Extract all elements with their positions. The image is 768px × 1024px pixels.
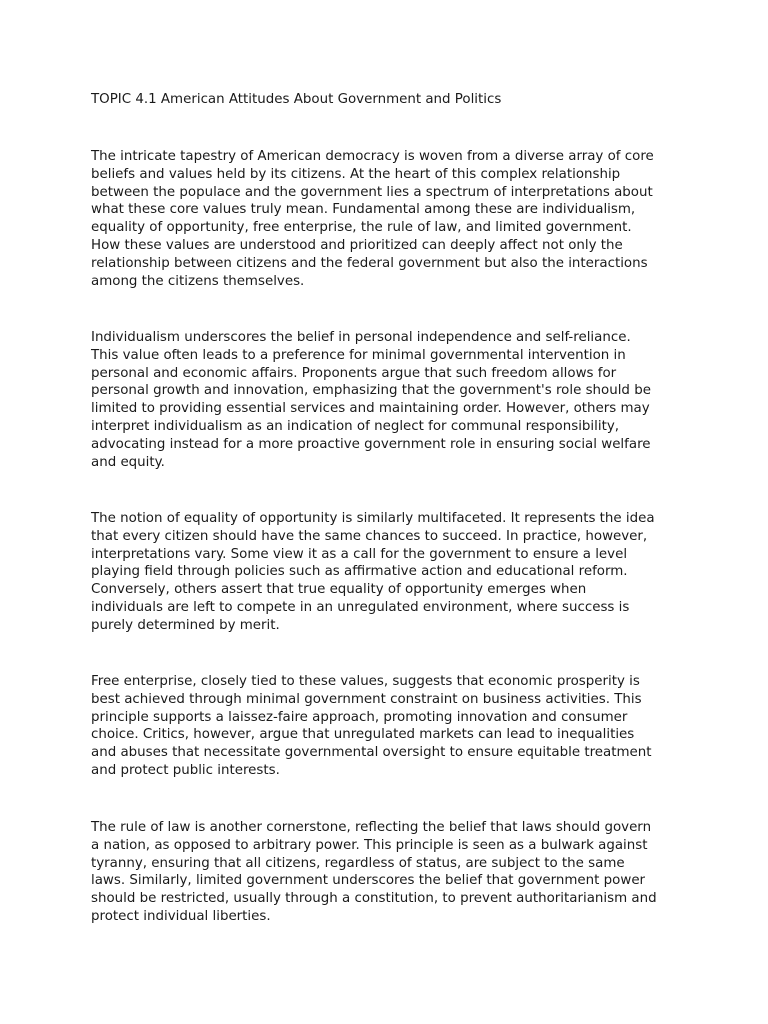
paragraph-line: interpretations vary. Some view it as a call for the government to ensure a level xyxy=(91,546,628,562)
paragraph-line: The rule of law is another cornerstone, reflecting the belief that laws should govern xyxy=(91,820,652,835)
paragraph-intro xyxy=(91,148,691,290)
paragraph-line: Individualism underscores the belief in personal independence and self-reliance. xyxy=(91,330,631,345)
paragraph-line: protect individual liberties. xyxy=(91,908,271,924)
paragraph-line: that every citizen should have the same chances to succeed. In practice, however, xyxy=(91,528,648,544)
paragraph-line: personal growth and innovation, emphasizing that the government's role should be xyxy=(91,383,651,399)
paragraph-line: personal and economic affairs. Proponents argue that such freedom allows for xyxy=(91,365,617,381)
paragraph-line: limited to providing essential services and maintaining order. However, others may xyxy=(91,401,650,417)
paragraph-line: individuals are left to compete in an unregulated environment, where success is xyxy=(91,599,630,615)
document-title xyxy=(91,91,691,109)
paragraph-line: laws. Similarly, limited government underscores the belief that government power xyxy=(91,873,646,889)
paragraph-line: Conversely, others assert that true equality of opportunity emerges when xyxy=(91,582,587,598)
paragraph-line: best achieved through minimal government constraint on business activities. This xyxy=(91,691,642,707)
paragraph-line: purely determined by merit. xyxy=(91,617,280,633)
paragraph-line: advocating instead for a more proactive government role in ensuring social welfare xyxy=(91,436,651,452)
paragraph-rule-of-law xyxy=(91,819,691,926)
paragraph-line: among the citizens themselves. xyxy=(91,273,305,289)
paragraph-line: playing field through policies such as affirmative action and educational reform. xyxy=(91,564,628,580)
paragraph-line: principle supports a laissez-faire approach, promoting innovation and consumer xyxy=(91,709,628,725)
paragraph-individualism xyxy=(91,329,691,471)
paragraph-line: choice. Critics, however, argue that unregulated markets can lead to inequalities xyxy=(91,727,635,743)
paragraph-line: This value often leads to a preference for minimal governmental intervention in xyxy=(91,347,626,363)
title-text: TOPIC 4.1 American Attitudes About Government and Politics xyxy=(91,92,502,107)
paragraph-line: How these values are understood and prioritized can deeply affect not only the xyxy=(91,237,623,253)
paragraph-line: and protect public interests. xyxy=(91,762,280,778)
paragraph-line: should be restricted, usually through a constitution, to prevent authoritarianism and xyxy=(91,891,657,907)
paragraph-equality-of-opportunity xyxy=(91,510,691,635)
paragraph-line: Free enterprise, closely tied to these values, suggests that economic prosperity is xyxy=(91,674,640,689)
paragraph-line: a nation, as opposed to arbitrary power. This principle is seen as a bulwark against xyxy=(91,837,648,853)
paragraph-free-enterprise xyxy=(91,673,691,780)
paragraph-line: beliefs and values held by its citizens. At the heart of this complex relationship xyxy=(91,166,621,182)
paragraph-line: The intricate tapestry of American democracy is woven from a diverse array of core xyxy=(91,149,654,164)
paragraph-line: and equity. xyxy=(91,454,165,470)
paragraph-line: interpret individualism as an indication of neglect for communal responsibility, xyxy=(91,418,620,434)
paragraph-line: between the populace and the government lies a spectrum of interpretations about xyxy=(91,184,653,200)
paragraph-line: what these core values truly mean. Fundamental among these are individualism, xyxy=(91,202,636,218)
paragraph-line: equality of opportunity, free enterprise, the rule of law, and limited government. xyxy=(91,220,632,236)
paragraph-line: relationship between citizens and the federal government but also the interactions xyxy=(91,255,648,271)
paragraph-line: and abuses that necessitate governmental oversight to ensure equitable treatment xyxy=(91,745,652,761)
paragraph-line: tyranny, ensuring that all citizens, regardless of status, are subject to the same xyxy=(91,855,625,871)
paragraph-line: The notion of equality of opportunity is similarly multifaceted. It represents the idea xyxy=(91,511,655,526)
